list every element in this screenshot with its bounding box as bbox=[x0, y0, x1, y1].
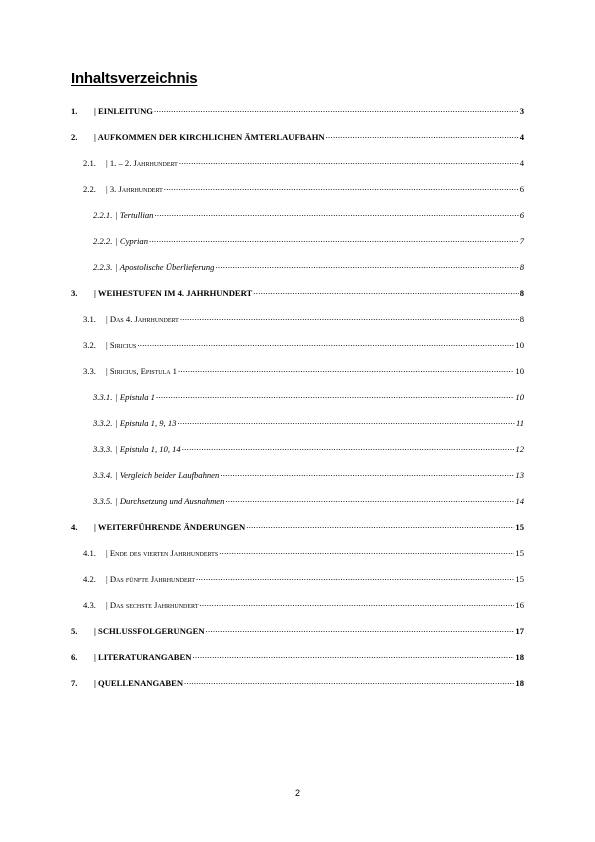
toc-entry[interactable] bbox=[71, 130, 524, 142]
toc-entry[interactable] bbox=[71, 182, 524, 194]
toc-entry-page: 8 bbox=[519, 288, 524, 298]
toc-entry[interactable] bbox=[71, 156, 524, 168]
toc-entry-page: 12 bbox=[515, 444, 524, 454]
toc-entry-page: 7 bbox=[519, 236, 524, 246]
toc-dot-leader bbox=[192, 650, 514, 660]
toc-entry-number: 3.1. bbox=[83, 314, 96, 324]
toc-entry-title: | Siricius, Epistula 1 bbox=[106, 366, 177, 376]
toc-entry-page: 4 bbox=[519, 132, 524, 142]
toc-entry[interactable] bbox=[71, 234, 524, 246]
toc-dot-leader bbox=[196, 572, 514, 582]
toc-entry-number: 2.2.3. bbox=[93, 262, 113, 272]
toc-entry-page: 15 bbox=[515, 548, 524, 558]
toc-entry-title: | WEITERFÜHRENDE ÄNDERUNGEN bbox=[94, 522, 246, 532]
toc-heading: Inhaltsverzeichnis bbox=[71, 70, 198, 87]
toc-entry[interactable] bbox=[71, 364, 524, 376]
toc-entry[interactable] bbox=[71, 312, 524, 324]
toc-entry-page: 18 bbox=[515, 652, 524, 662]
toc-entry-number: 1. bbox=[71, 106, 78, 116]
toc-entry[interactable] bbox=[71, 494, 524, 506]
toc-dot-leader bbox=[156, 390, 514, 400]
toc-entry[interactable] bbox=[71, 676, 524, 688]
toc-entry[interactable] bbox=[71, 546, 524, 558]
toc-entry-number: 6. bbox=[71, 652, 78, 662]
toc-entry-title: | 3. Jahrhundert bbox=[106, 184, 163, 194]
toc-entry-page: 10 bbox=[515, 392, 524, 402]
toc-entry-title: | Das sechste Jahrhundert bbox=[106, 600, 199, 610]
toc-entry[interactable] bbox=[71, 104, 524, 116]
toc-dot-leader bbox=[177, 416, 515, 426]
toc-entry-number: 3.3. bbox=[83, 366, 96, 376]
toc-entry-page: 10 bbox=[515, 366, 524, 376]
toc-entry-page: 6 bbox=[519, 184, 524, 194]
toc-entry-title: | 1. – 2. Jahrhundert bbox=[106, 158, 178, 168]
toc-entry-title: | SCHLUSSFOLGERUNGEN bbox=[94, 626, 205, 636]
toc-dot-leader bbox=[220, 468, 514, 478]
toc-entry-page: 3 bbox=[519, 106, 524, 116]
toc-entry-title: | EINLEITUNG bbox=[94, 106, 153, 116]
toc-entry-number: 2.1. bbox=[83, 158, 96, 168]
toc-dot-leader bbox=[149, 234, 519, 244]
toc-entry-title: | Apostolische Überlieferung bbox=[115, 262, 215, 272]
toc-entry-number: 4.3. bbox=[83, 600, 96, 610]
toc-dot-leader bbox=[180, 312, 519, 322]
toc-dot-leader bbox=[164, 182, 519, 192]
toc-dot-leader bbox=[154, 104, 519, 114]
toc-dot-leader bbox=[182, 442, 515, 452]
toc-entry-number: 3.3.4. bbox=[93, 470, 113, 480]
toc-entry[interactable] bbox=[71, 598, 524, 610]
toc-entry-number: 4. bbox=[71, 522, 78, 532]
toc-entry[interactable] bbox=[71, 624, 524, 636]
toc-dot-leader bbox=[137, 338, 514, 348]
toc-entry-page: 15 bbox=[515, 522, 524, 532]
toc-entry-number: 2.2. bbox=[83, 184, 96, 194]
toc-dot-leader bbox=[225, 494, 514, 504]
toc-entry[interactable] bbox=[71, 572, 524, 584]
toc-dot-leader bbox=[215, 260, 518, 270]
toc-dot-leader bbox=[154, 208, 518, 218]
toc-entry-title: | Epistula 1, 10, 14 bbox=[115, 444, 181, 454]
toc-entry-title: | Cyprian bbox=[115, 236, 149, 246]
toc-entry-title: | Vergleich beider Laufbahnen bbox=[115, 470, 220, 480]
toc-entry-page: 8 bbox=[519, 314, 524, 324]
toc-entry-title: | Das fünfte Jahrhundert bbox=[106, 574, 196, 584]
toc-dot-leader bbox=[219, 546, 514, 556]
toc-entry-title: | Das 4. Jahrhundert bbox=[106, 314, 179, 324]
toc-entry-title: | AUFKOMMEN DER KIRCHLICHEN ÄMTERLAUFBAHN bbox=[94, 132, 325, 142]
toc-entry[interactable] bbox=[71, 390, 524, 402]
toc-entry-number: 3.3.5. bbox=[93, 496, 113, 506]
toc-entry[interactable] bbox=[71, 260, 524, 272]
toc-entry-number: 3.3.3. bbox=[93, 444, 113, 454]
toc-entry-number: 2.2.1. bbox=[93, 210, 113, 220]
toc-entry-title: | Ende des vierten Jahrhunderts bbox=[106, 548, 219, 558]
toc-entry[interactable] bbox=[71, 442, 524, 454]
toc-entry-number: 2.2.2. bbox=[93, 236, 113, 246]
toc-dot-leader bbox=[326, 130, 519, 140]
toc-entry-page: 17 bbox=[515, 626, 524, 636]
toc-entry-number: 4.2. bbox=[83, 574, 96, 584]
toc-entry-title: | Epistula 1 bbox=[115, 392, 155, 402]
toc-entry-page: 10 bbox=[515, 340, 524, 350]
toc-entry-number: 3.3.1. bbox=[93, 392, 113, 402]
toc-entry[interactable] bbox=[71, 338, 524, 350]
toc-entry-title: | Durchsetzung und Ausnahmen bbox=[115, 496, 225, 506]
toc-entry-page: 6 bbox=[519, 210, 524, 220]
toc-dot-leader bbox=[179, 156, 519, 166]
toc-entry-title: | Tertullian bbox=[115, 210, 154, 220]
toc-dot-leader bbox=[178, 364, 514, 374]
toc-entry-number: 2. bbox=[71, 132, 78, 142]
toc-entry[interactable] bbox=[71, 208, 524, 220]
toc-entry-page: 11 bbox=[516, 418, 524, 428]
toc-entry-page: 14 bbox=[515, 496, 524, 506]
toc-entry-title: | QUELLENANGABEN bbox=[94, 678, 184, 688]
page-number: 2 bbox=[294, 788, 300, 798]
toc-entry[interactable] bbox=[71, 520, 524, 532]
toc-dot-leader bbox=[184, 676, 514, 686]
toc-entry[interactable] bbox=[71, 286, 524, 298]
toc-entry-number: 3.2. bbox=[83, 340, 96, 350]
toc-entry-page: 13 bbox=[515, 470, 524, 480]
toc-dot-leader bbox=[206, 624, 515, 634]
toc-dot-leader bbox=[253, 286, 518, 296]
toc-entry-page: 15 bbox=[515, 574, 524, 584]
toc-entry-title: | Epistula 1, 9, 13 bbox=[115, 418, 177, 428]
toc-entry[interactable] bbox=[71, 416, 524, 428]
toc-dot-leader bbox=[199, 598, 514, 608]
toc-entry-page: 8 bbox=[519, 262, 524, 272]
toc-entry-page: 4 bbox=[519, 158, 524, 168]
toc-dot-leader bbox=[246, 520, 514, 530]
toc-entry-number: 3. bbox=[71, 288, 78, 298]
toc-entry-page: 16 bbox=[515, 600, 524, 610]
toc-entry-number: 4.1. bbox=[83, 548, 96, 558]
toc-entry-page: 18 bbox=[515, 678, 524, 688]
toc-entry-title: | WEIHESTUFEN IM 4. JAHRHUNDERT bbox=[94, 288, 253, 298]
toc-entry[interactable] bbox=[71, 650, 524, 662]
toc-entry-number: 3.3.2. bbox=[93, 418, 113, 428]
toc-entry-title: | Siricius bbox=[106, 340, 137, 350]
toc-entry-title: | LITERATURANGABEN bbox=[94, 652, 192, 662]
toc-entry-number: 7. bbox=[71, 678, 78, 688]
toc-entry[interactable] bbox=[71, 468, 524, 480]
toc-entry-number: 5. bbox=[71, 626, 78, 636]
